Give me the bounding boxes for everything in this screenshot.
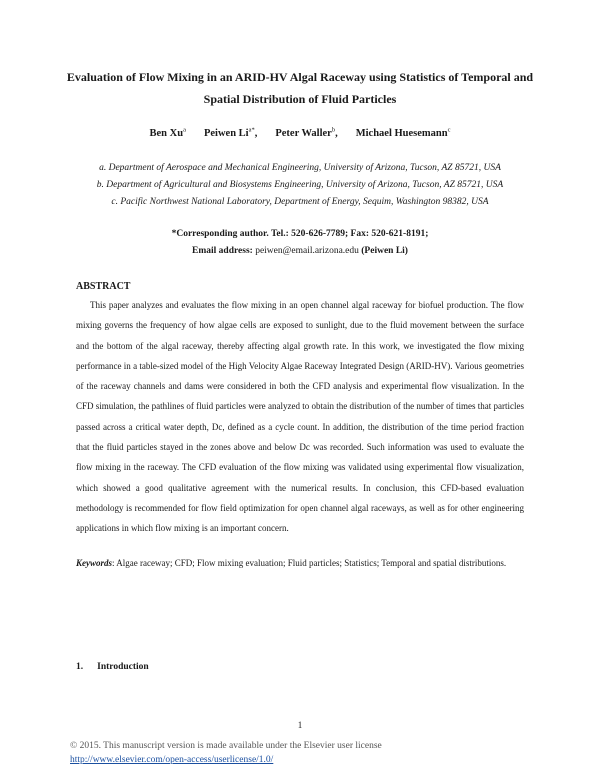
author-list bbox=[60, 122, 540, 142]
email-owner: (Peiwen Li) bbox=[361, 246, 408, 256]
email-address[interactable]: peiwen@email.arizona.edu bbox=[255, 246, 359, 256]
abstract-body: This paper analyzes and evaluates the flow mixing in an open channel algal raceway for biofuel production. The flow mixing governs the frequency of how algae cells are exposed to sunlight, due to the fluid movement between the surface and the bottom of the algal raceway, thereby affecting algal growth rate. In this work, we investigated the flow mixing performance in a table-sized model of the High Velocity Algae Raceway Integrated Design (ARID-HV). Various geometries of the raceway channels and dams were considered in both the CFD analysis and experimental flow visualization. In the CFD simulation, the pathlines of fluid particles were analyzed to obtain the distribution of the number of times that particles passed across a critical water depth, Dc, defined as a cycle count. In addition, the distribution of the time period fraction that the fluid particles stayed in the zones above and below Dc was recorded. Such information was used to evaluate the flow mixing in the raceway. The CFD evaluation of the flow mixing was validated using experimental flow visualization, which showed a good qualitative agreement with the numerical results. In conclusion, this CFD-based evaluation methodology is recommended for flow field optimization for open channel algal raceways, as well as for other engineering applications in which flow mixing is an important concern. bbox=[76, 300, 524, 534]
corresponding-author-block bbox=[60, 226, 540, 260]
author-3: Peter Waller$^b$, bbox=[275, 126, 338, 139]
abstract-heading: ABSTRACT bbox=[76, 281, 131, 292]
corresponding-author-contact: *Corresponding author. Tel.: 520-626-7789; Fax: 520-621-8191; bbox=[171, 229, 429, 239]
author-affiliation-mark: a* bbox=[248, 126, 255, 133]
author-1 bbox=[150, 128, 186, 139]
page-number: 1 bbox=[297, 720, 303, 730]
affiliation-a: a. Department of Aerospace and Mechanical Engineering, University of Arizona, Tucson, AZ 85721, USA bbox=[99, 163, 501, 173]
affiliation-c: c. Pacific Northwest National Laboratory, Department of Energy, Sequim, Washington 98382, USA bbox=[111, 197, 489, 207]
paper-title: Evaluation of Flow Mixing in an ARID-HV Algal Raceway using Statistics of Temporal and Spatial Distribution of Fluid Particles bbox=[66, 70, 534, 106]
keywords-label: Keywords bbox=[76, 558, 112, 568]
section-heading-introduction bbox=[76, 662, 149, 672]
author-4 bbox=[356, 128, 451, 139]
license-notice: © 2015. This manuscript version is made available under the Elsevier user license bbox=[70, 741, 382, 751]
author-affiliation-mark: c bbox=[447, 126, 451, 133]
keywords-list: : Algae raceway; CFD; Flow mixing evaluation; Fluid particles; Statistics; Temporal and spatial distributions. bbox=[112, 558, 507, 568]
email-line bbox=[60, 243, 540, 260]
license-link[interactable]: http://www.elsevier.com/open-access/userlicense/1.0/ bbox=[70, 755, 274, 765]
author-affiliation-mark: b bbox=[331, 126, 336, 133]
email-label: Email address: bbox=[192, 246, 253, 256]
author-name: Peter Waller bbox=[275, 127, 332, 139]
keywords-block bbox=[76, 555, 524, 572]
author-name: Michael Huesemann bbox=[355, 127, 448, 139]
author-2: Peiwen $Li^{a*}$, bbox=[203, 126, 258, 139]
author-name: Peiwen Li bbox=[203, 127, 249, 139]
affiliation-b: b. Department of Agricultural and Biosystems Engineering, University of Arizona, Tucson, AZ 85721, USA bbox=[96, 180, 504, 190]
author-affiliation-mark: a bbox=[183, 126, 186, 133]
author-name: Ben Xu bbox=[149, 127, 184, 139]
section-title: Introduction bbox=[97, 662, 149, 672]
section-number: 1. bbox=[76, 662, 84, 672]
